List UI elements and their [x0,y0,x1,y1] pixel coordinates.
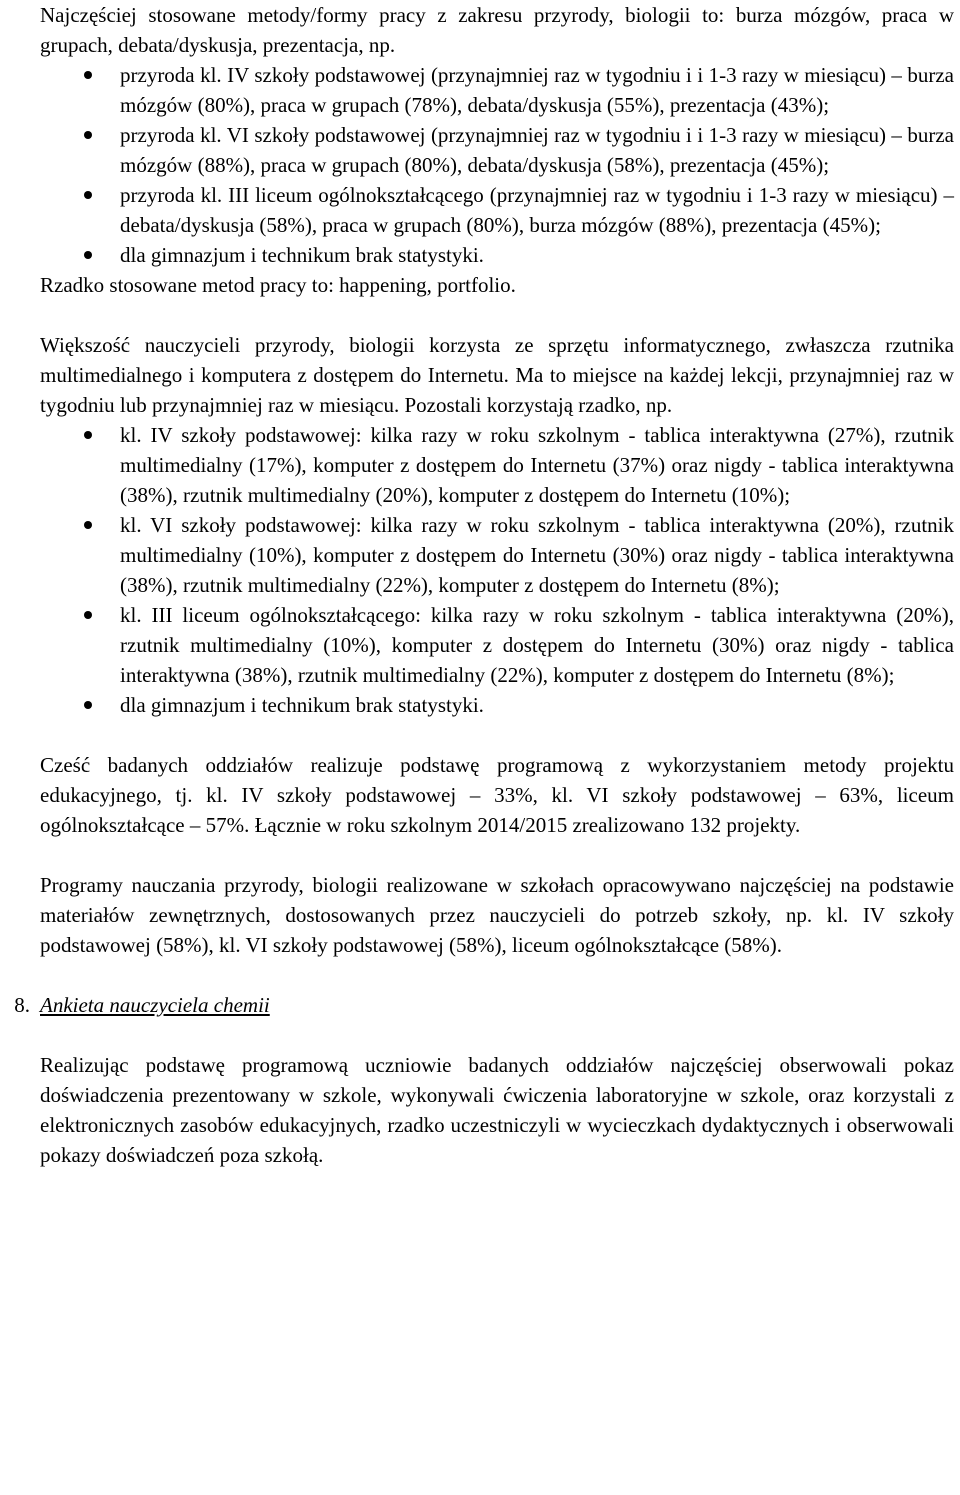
section-heading [14,990,954,1020]
methods-outro: Rzadko stosowane metod pracy to: happening, portfolio. [40,273,516,297]
spacer [40,1020,954,1050]
list-item: kl. IV szkoły podstawowej: kilka razy w roku szkolnym - tablica interaktywna (27%), rzutnik multimedialny (17%), komputer z dostępem do Internetu (37%) oraz nigdy - tablica interaktywna (38%), rzutnik multimedialny (20%), komputer z dostępem do Internetu (10%); [40,420,954,510]
list-item: przyroda kl. IV szkoły podstawowej (przynajmniej raz w tygodniu i i 1-3 razy w miesiącu) – burza mózgów (80%), praca w grupach (78%), debata/dyskusja (55%), prezentacja (43%); [40,60,954,120]
methods-list [40,60,954,270]
methods-intro: Najczęściej stosowane metody/formy pracy z zakresu przyrody, biologii to: burza mózgów, praca w grupach, debata/dyskusja, prezentacja, np. [40,3,954,57]
equipment-list [40,420,954,720]
list-item: przyroda kl. III liceum ogólnokształcącego (przynajmniej raz w tygodniu i 1-3 razy w miesiącu) – debata/dyskusja (58%), praca w grupach (80%), burza mózgów (88%), prezentacja (45%); [40,180,954,240]
spacer [40,840,954,870]
chemistry-paragraph: Realizując podstawę programową uczniowie badanych oddziałów najczęściej obserwowali pokaz doświadczenia prezentowany w szkole, wykonywali ćwiczenia laboratoryjne w szkole, oraz korzystali z elektronicznych zasobów edukacyjnych, rzadko uczestniczyli w wycieczkach dydaktycznych i obserwowali pokazy doświadczeń poza szkołą. [40,1053,954,1167]
spacer [40,300,954,330]
projects-paragraph: Cześć badanych oddziałów realizuje podstawę programową z wykorzystaniem metody projektu edukacyjnego, tj. kl. IV szkoły podstawowej – 33%, kl. VI szkoły podstawowej – 63%, liceum ogólnokształcące – 57%. Łącznie w roku szkolnym 2014/2015 zrealizowano 132 projekty. [40,753,954,837]
list-item: dla gimnazjum i technikum brak statystyki. [40,690,954,720]
section-number: 8. [14,993,30,1017]
list-item: przyroda kl. VI szkoły podstawowej (przynajmniej raz w tygodniu i i 1-3 razy w miesiącu) – burza mózgów (88%), praca w grupach (80%), debata/dyskusja (58%), prezentacja (45%); [40,120,954,180]
list-item: kl. III liceum ogólnokształcącego: kilka razy w roku szkolnym - tablica interaktywna (20%), rzutnik multimedialny (10%), komputer z dostępem do Internetu (30%) oraz nigdy - tablica interaktywna (38%), rzutnik multimedialny (22%), komputer z dostępem do Internetu (8%); [40,600,954,690]
equipment-intro: Większość nauczycieli przyrody, biologii korzysta ze sprzętu informatycznego, zwłaszcza rzutnika multimedialnego i komputera z dostępem do Internetu. Ma to miejsce na każdej lekcji, przynajmniej raz w tygodniu lub przynajmniej raz w miesiącu. Pozostali korzystają rzadko, np. [40,333,954,417]
section-title: Ankieta nauczyciela chemii [40,993,270,1017]
curricula-paragraph: Programy nauczania przyrody, biologii realizowane w szkołach opracowywano najczęściej na podstawie materiałów zewnętrznych, dostosowanych przez nauczycieli do potrzeb szkoły, np. kl. IV szkoły podstawowej (58%), kl. VI szkoły podstawowej (58%), liceum ogólnokształcące (58%). [40,873,954,957]
list-item: kl. VI szkoły podstawowej: kilka razy w roku szkolnym - tablica interaktywna (20%), rzutnik multimedialny (10%), komputer z dostępem do Internetu (30%) oraz nigdy - tablica interaktywna (38%), rzutnik multimedialny (22%), komputer z dostępem do Internetu (8%); [40,510,954,600]
list-item: dla gimnazjum i technikum brak statystyki. [40,240,954,270]
spacer [40,720,954,750]
spacer [40,960,954,990]
